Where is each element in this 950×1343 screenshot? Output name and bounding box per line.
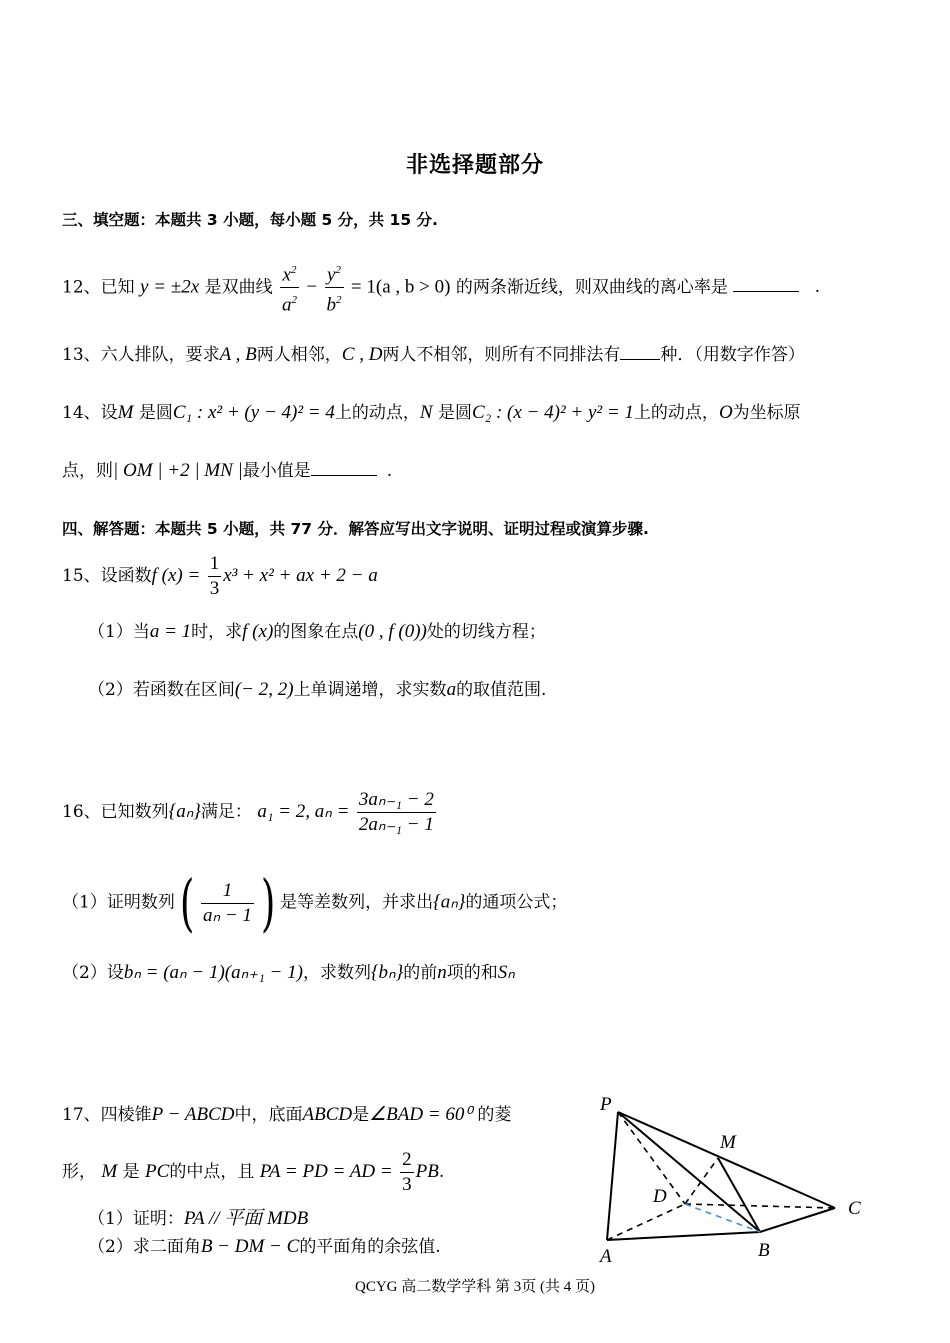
q14-expr: | OM | +2 | MN | xyxy=(113,460,243,481)
q13-text4: 种．（用数字作答） xyxy=(660,345,805,365)
q13-cd: C , D xyxy=(341,344,383,365)
q17-part2 xyxy=(88,1232,441,1258)
edge-PC xyxy=(618,1112,835,1208)
q15-p1e: 的图象在点 xyxy=(273,622,359,642)
q14-t2: 是圆 xyxy=(138,403,173,423)
edge-AD xyxy=(607,1204,685,1240)
q17-M: M xyxy=(101,1161,118,1182)
q14-t8: 最小值是 xyxy=(242,461,311,481)
q15-p1f: (0 , f (0)) xyxy=(358,621,427,642)
q15-t1: 15、设函数 xyxy=(62,566,152,586)
q16-p2h: Sₙ xyxy=(497,962,515,983)
q17-p1a: （1）证明： xyxy=(88,1209,184,1229)
q17-p2b: B − DM − C xyxy=(200,1236,300,1257)
edge-DB xyxy=(685,1204,760,1232)
q16-p1a: （1）证明数列 xyxy=(62,892,175,913)
q12-end: . xyxy=(814,277,821,298)
q14-t1: 14、设 xyxy=(62,403,118,423)
q15-f: f (x) = xyxy=(151,565,201,586)
q16-frac: $\frac{\text{3aₙ₋₁ − 2}}{\text{2aₙ₋₁ − 1}}$ xyxy=(358,789,434,835)
q17-t3: 是 xyxy=(352,1105,370,1125)
q17-angle: ∠BAD = 60⁰ xyxy=(369,1104,473,1125)
edge-PB xyxy=(618,1112,760,1232)
q16-p2f: n xyxy=(437,962,447,983)
q17-t5: 形， xyxy=(62,1162,96,1182)
q13-answer-blank[interactable] xyxy=(620,358,660,360)
q16-p2e: 的前 xyxy=(403,963,438,983)
q17-part1 xyxy=(88,1203,308,1230)
q16-p2c: ，求数列 xyxy=(302,963,371,983)
q12-tail: 的两条渐近线，则双曲线的离心率是 xyxy=(455,277,728,298)
q12-text: 是双曲线 xyxy=(204,277,273,298)
q16-p1b: 是等差数列，并求出 xyxy=(280,892,434,913)
question-15 xyxy=(62,552,378,601)
q16-init: a₁ = 2, aₙ = xyxy=(257,801,350,822)
q15-part2 xyxy=(88,675,546,701)
q15-p2a: （2）若函数在区间 xyxy=(88,680,235,700)
q13-text1: 13、六人排队，要求 xyxy=(62,345,220,365)
question-17-line2 xyxy=(62,1148,444,1197)
q16-p2g: 项的和 xyxy=(446,963,498,983)
question-14-line1 xyxy=(62,398,801,424)
q16-p2d: {bₙ} xyxy=(370,962,404,983)
q17-PC: PC xyxy=(145,1161,170,1182)
q17-p1b: PA // 平面 MDB xyxy=(183,1208,309,1229)
label-D: D xyxy=(653,1186,667,1207)
q17-pabcd: P − ABCD xyxy=(151,1104,235,1125)
edge-AB xyxy=(607,1232,760,1240)
edge-BC xyxy=(760,1208,835,1232)
q12-answer-blank[interactable] xyxy=(733,290,799,292)
label-P: P xyxy=(600,1094,612,1115)
q12-frac-x: $\frac{x^2}{a^2}$ xyxy=(280,258,299,318)
q17-t4: 的菱 xyxy=(477,1105,512,1125)
q14-circle1: C₁ : x² + (y − 4)² = 4 xyxy=(172,402,335,423)
q15-p1c: 时，求 xyxy=(191,622,243,642)
label-B: B xyxy=(758,1240,770,1261)
q16-seq: {aₙ} xyxy=(168,801,201,822)
q15-p2d: a xyxy=(446,679,457,700)
q14-circle2: C₂ : (x − 4)² + y² = 1 xyxy=(471,402,634,423)
q16-part2 xyxy=(62,958,515,984)
q17-PB: PB xyxy=(415,1161,439,1182)
q16-p1c: {aₙ} xyxy=(433,891,466,913)
q14-t6: 为坐标原 xyxy=(732,403,801,423)
label-M: M xyxy=(720,1132,736,1153)
q14-answer-blank[interactable] xyxy=(311,474,377,476)
q15-p2e: 的取值范围. xyxy=(456,680,547,700)
question-16 xyxy=(62,788,438,837)
edge-DC xyxy=(685,1204,835,1208)
q15-p1a: （1）当 xyxy=(88,622,150,642)
q17-t7: 的中点，且 xyxy=(169,1162,255,1182)
pyramid-figure xyxy=(590,1090,880,1270)
q14-t3: 上的动点， xyxy=(334,403,420,423)
q17-p2c: 的平面角的余弦值. xyxy=(299,1237,441,1257)
q16-t1: 16、已知数列 xyxy=(62,802,169,822)
question-13 xyxy=(62,340,805,366)
section-4-heading: 四、解答题：本题共 5 小题，共 77 分．解答应写出文字说明、证明过程或演算步骤. xyxy=(62,520,649,538)
question-12: 12、已知 y = ±2x 是双曲线 $\frac{x^2}{a^2}$ − $\frac{y^2}{b^2}$ = 1(a , b > 0) 的两条渐近线，则双曲线的离心率是 . xyxy=(62,258,820,318)
q17-eq: PA = PD = AD = xyxy=(259,1161,393,1182)
q13-text2: 两人相邻， xyxy=(256,345,342,365)
q15-part1 xyxy=(88,617,546,643)
q12-asymptote-eq: y = ±2x xyxy=(140,276,200,298)
q17-end: . xyxy=(438,1162,445,1182)
q16-p2b: bₙ = (aₙ − 1)(aₙ₊₁ − 1) xyxy=(123,962,303,983)
question-14-line2 xyxy=(62,456,392,482)
q17-t2: 中，底面 xyxy=(234,1105,303,1125)
edge-PA xyxy=(607,1112,618,1240)
q15-p2b: (− 2, 2) xyxy=(234,679,294,700)
q15-p1g: 处的切线方程； xyxy=(426,622,546,642)
q14-t7: 点，则 xyxy=(62,461,113,481)
q14-O: O xyxy=(718,402,733,423)
q16-p1-frac: $\frac{1}{\text{aₙ − 1}}$ xyxy=(203,879,252,926)
q16-t2: 满足： xyxy=(200,802,252,822)
q17-abcd: ABCD xyxy=(302,1104,353,1125)
q16-p1d: 的通项公式； xyxy=(465,892,568,913)
label-C: C xyxy=(848,1198,861,1219)
q12-condition: = 1(a , b > 0) xyxy=(350,276,451,298)
edge-DM xyxy=(685,1158,718,1204)
q16-part1: （1）证明数列( $\frac{1}{\text{aₙ − 1}}$ ) 是等差数列，并求出{aₙ}的通项公式； xyxy=(62,866,568,939)
q14-t5: 上的动点， xyxy=(633,403,719,423)
q15-p1d: f (x) xyxy=(242,621,274,642)
page-footer: QCYG 高二数学学科 第 3页 (共 4 页) xyxy=(355,1279,595,1295)
question-17-line1 xyxy=(62,1100,511,1126)
q14-M: M xyxy=(117,402,134,423)
q15-p2c: 上单调递增，求实数 xyxy=(293,680,447,700)
q12-frac-y: $\frac{y^2}{b^2}$ xyxy=(325,258,344,318)
q13-ab: A , B xyxy=(219,344,257,365)
q17-frac: $\frac{2}{3}$ xyxy=(402,1149,412,1195)
q14-end: . xyxy=(386,461,393,481)
q16-p2a: （2）设 xyxy=(62,963,124,983)
page-title: 非选择题部分 xyxy=(405,153,544,178)
q17-p2a: （2）求二面角 xyxy=(88,1237,201,1257)
q17-t1: 17、四棱锥 xyxy=(62,1105,152,1125)
q17-t6: 是 xyxy=(122,1162,140,1182)
q15-p1b: a = 1 xyxy=(149,621,192,642)
q13-text3: 两人不相邻，则所有不同排法有 xyxy=(382,345,621,365)
q15-frac: $\frac{1}{3}$ xyxy=(209,553,220,599)
edge-MB xyxy=(718,1158,760,1232)
q12-number: 12、已知 xyxy=(62,277,135,298)
label-A: A xyxy=(600,1246,612,1267)
q14-N: N xyxy=(419,402,433,423)
q15-rest: x³ + x² + ax + 2 − a xyxy=(223,565,378,586)
section-3-heading: 三、填空题：本题共 3 小题，每小题 5 分，共 15 分. xyxy=(62,211,438,229)
q14-t4: 是圆 xyxy=(437,403,472,423)
